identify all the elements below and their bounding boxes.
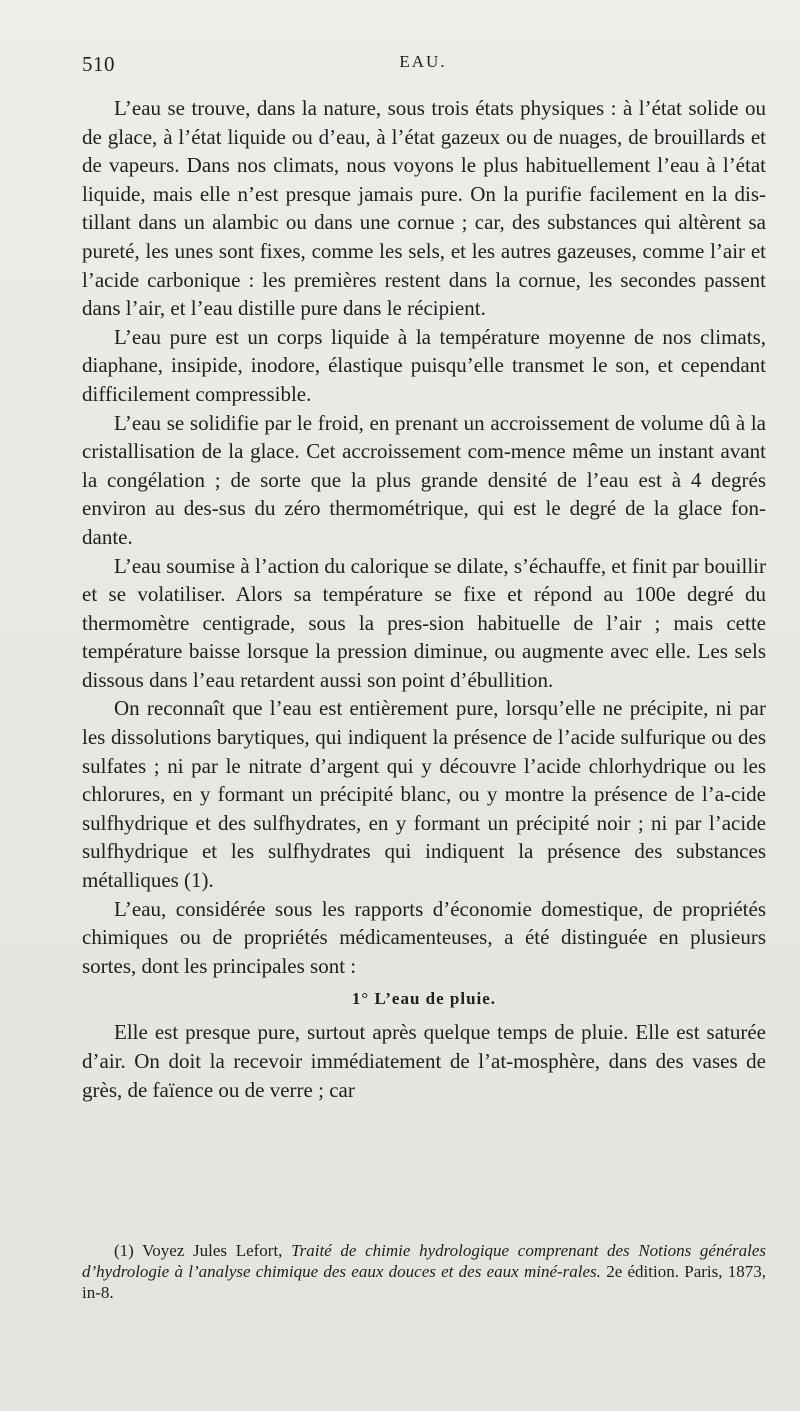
footnote — [82, 1240, 766, 1303]
paragraph-states-of-water: L’eau se trouve, dans la nature, sous trois états physiques : à l’état solide ou de glace, à l’état liquide ou d’eau, à l’état gazeux ou de nuages, de brouillards et de vapeurs. Dans nos climats, nous voyons le plus habituellement l’eau à l’état liquide, mais elle n’est presque jamais pure. On la purifie facilement en la dis-tillant dans un alambic ou dans une cornue ; car, des substances qui altèrent sa pureté, les unes sont fixes, comme les sels, et les autres gazeuses, comme l’air et l’acide carbonique : les premières restent dans la cornue, les secondes passent dans l’air, et l’eau distille pure dans le récipient. — [82, 96, 766, 321]
footnote-title: Traité de chimie hydrologique comprenant des Notions générales d’hydrologie à l’analyse chimique des eaux douces et des eaux miné-rales. — [82, 1241, 767, 1281]
footnote-marker: (1) Voyez Jules Lefort, — [114, 1241, 283, 1260]
footnote-details: 2e édition. Paris, 1873, in-8. — [82, 1262, 767, 1302]
page-number: 510 — [82, 52, 115, 76]
paragraph-rain-water: Elle est presque pure, surtout après quelque temps de pluie. Elle est saturée d’air. On doit la recevoir immédiatement de l’at-mosphère, dans des vases de grès, de faïence ou de verre ; car — [82, 1020, 766, 1102]
paragraph-boiling: L’eau soumise à l’action du calorique se dilate, s’échauffe, et finit par bouillir et se volatiliser. Alors sa température se fixe et répond au 100e degré du thermomètre centigrade, sous la pres-sion habituelle de l’air ; mais cette température baisse lorsque la pression diminue, ou augmente avec elle. Les sels dissous dans l’eau retardent aussi son point d’ébullition. — [82, 553, 766, 692]
paragraph-solidification: L’eau se solidifie par le froid, en prenant un accroissement de volume dû à la cristallisation de la glace. Cet accroissement com-mence même un instant avant la congélation ; de sorte que la plus grande densité de l’eau est à 4 degrés environ au des-sus du zéro thermométrique, qui est le degré de la glace fon-dante. — [82, 410, 766, 549]
paragraph-purity-test: On reconnaît que l’eau est entièrement pure, lorsqu’elle ne précipite, ni par les dissolutions barytiques, qui indiquent la présence de l’acide sulfurique ou des sulfates ; ni par le nitrate d’argent qui y découvre l’acide chlorhydrique ou les chlorures, en y formant un précipité blanc, ou y montre la présence de l’a-cide sulfhydrique et des sulfhydrates, en y formant un précipité noir ; ni par l’acide sulfhydrique et les sulfhydrates qui indiquent la présence des substances métalliques (1). — [82, 696, 766, 893]
paragraph-kinds-of-water: L’eau, considérée sous les rapports d’économie domestique, de propriétés chimiques ou de propriétés médicamenteuses, a été distinguée en plusieurs sortes, dont les principales sont : — [82, 896, 766, 978]
section-heading: 1° L’eau de pluie. — [351, 989, 497, 1009]
body-text — [82, 94, 766, 1104]
running-title: EAU. — [399, 52, 447, 71]
page-header — [82, 52, 764, 82]
paragraph-pure-water: L’eau pure est un corps liquide à la température moyenne de nos climats, diaphane, insipide, inodore, élastique puisqu’elle transmet le son, et cependant difficilement compressible. — [82, 324, 766, 406]
